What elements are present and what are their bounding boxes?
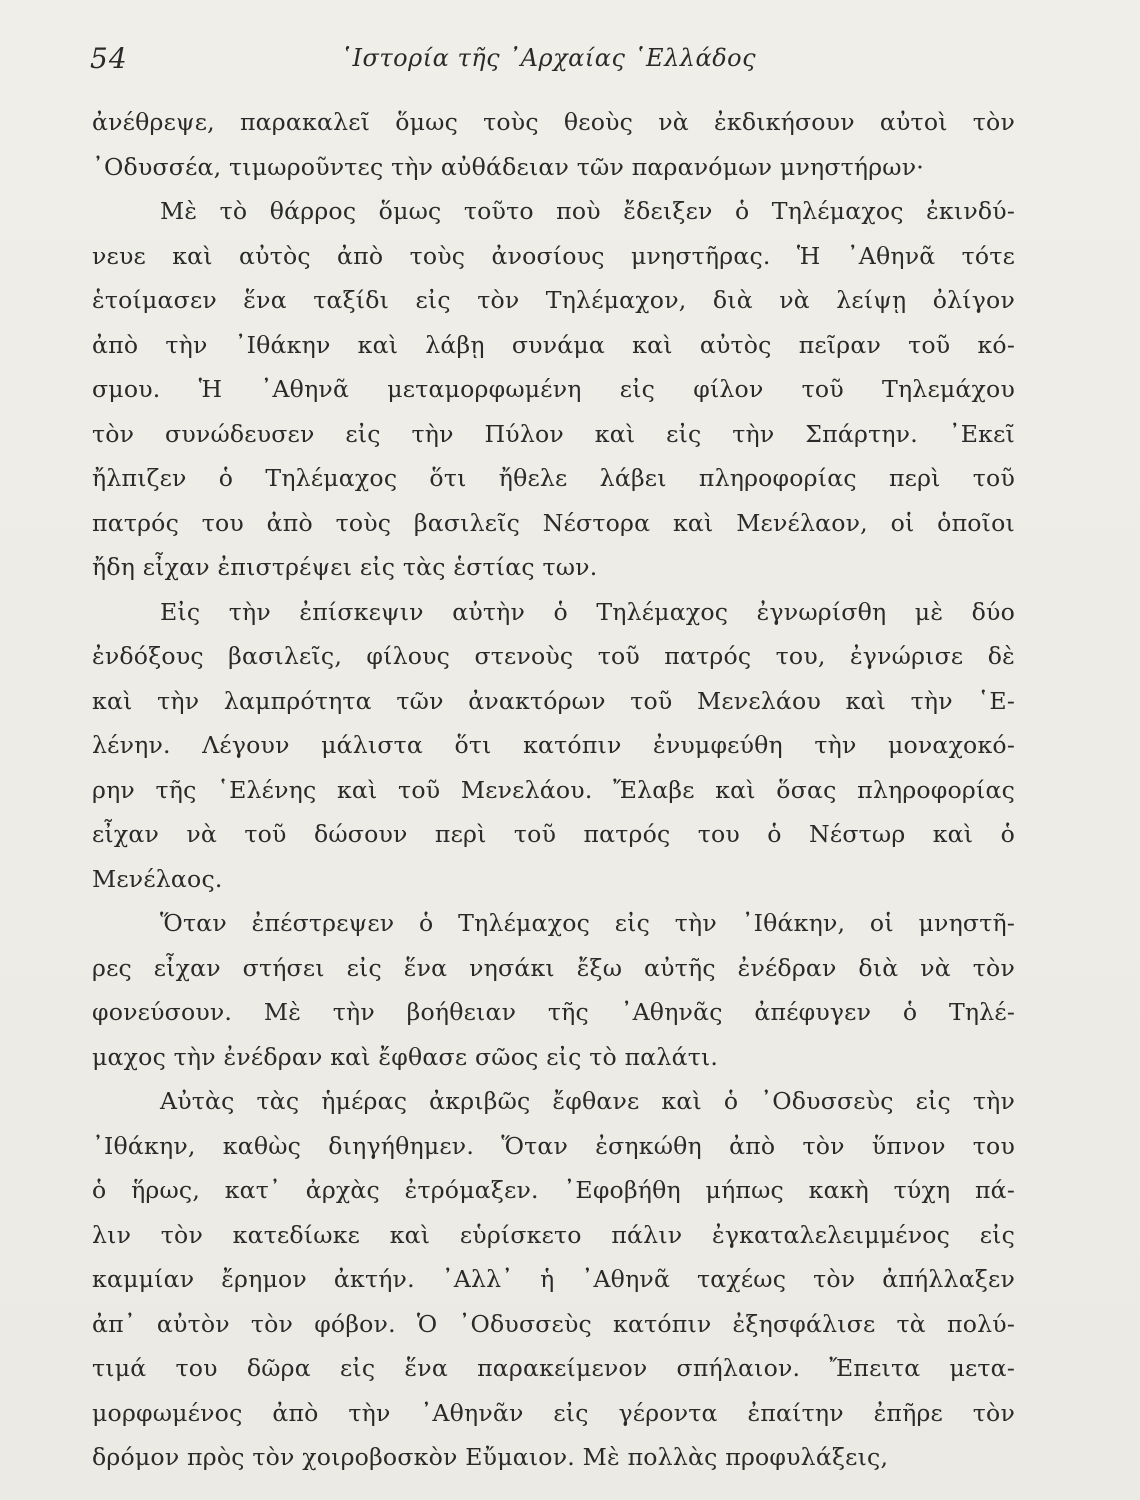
text-line: ᾿Ιθάκην, καθὼς διηγήθημεν. Ὅταν ἐσηκώθη ἀπὸ τὸν ὕπνον του bbox=[92, 1131, 1015, 1160]
paragraph-first-line: Εἰς τὴν ἐπίσκεψιν αὐτὴν ὁ Τηλέμαχος ἐγνωρίσθη μὲ δύο bbox=[160, 597, 1015, 626]
text-line: πατρός του ἀπὸ τοὺς βασιλεῖς Νέστορα καὶ Μενέλαον, οἱ ὁποῖοι bbox=[92, 508, 1015, 537]
text-line: ἀπὸ τὴν ᾿Ιθάκην καὶ λάβῃ συνάμα καὶ αὐτὸς πεῖραν τοῦ κό- bbox=[92, 330, 1015, 359]
text-line: εἶχαν νὰ τοῦ δώσουν περὶ τοῦ πατρός του ὁ Νέστωρ καὶ ὁ bbox=[92, 820, 1015, 848]
text-line: Μενέλαος. bbox=[92, 864, 223, 893]
text-line: καμμίαν ἔρημον ἀκτήν. ᾿Αλλ᾿ ἡ ᾿Αθηνᾶ ταχέως τὸν ἀπήλλαξεν bbox=[92, 1265, 1015, 1293]
text-line: ὁ ἥρως, κατ᾿ ἀρχὰς ἐτρόμαξεν. ᾿Εφοβήθη μήπως κακὴ τύχη πά- bbox=[92, 1176, 1015, 1204]
paragraph-first-line: Μὲ τὸ θάρρος ὅμως τοῦτο ποὺ ἔδειξεν ὁ Τηλέμαχος ἐκινδύ- bbox=[160, 197, 1015, 225]
text-line: δρόμον πρὸς τὸν χοιροβοσκὸν Εὔμαιον. Μὲ πολλὰς προφυλάξεις, bbox=[92, 1443, 889, 1471]
text-line: ἀνέθρεψε, παρακαλεῖ ὅμως τοὺς θεοὺς νὰ ἐκδικήσουν αὐτοὶ τὸν bbox=[92, 108, 1015, 136]
text-line: ἐνδόξους βασιλεῖς, φίλους στενοὺς τοῦ πατρός του, ἐγνώρισε δὲ bbox=[92, 642, 1015, 670]
text-line: τιμά του δῶρα εἰς ἕνα παρακείμενον σπήλαιον. Ἔπειτα μετα- bbox=[92, 1354, 1015, 1382]
text-line: μορφωμένος ἀπὸ τὴν ᾿Αθηνᾶν εἰς γέροντα ἐπαίτην ἐπῆρε τὸν bbox=[92, 1398, 1015, 1427]
body-text bbox=[92, 100, 1015, 1480]
text-line: ρες εἶχαν στήσει εἰς ἕνα νησάκι ἔξω αὐτῆς ἐνέδραν διὰ νὰ τὸν bbox=[92, 953, 1015, 982]
text-line: καὶ τὴν λαμπρότητα τῶν ἀνακτόρων τοῦ Μενελάου καὶ τὴν ῾Ε- bbox=[92, 686, 1015, 715]
text-line: νευε καὶ αὐτὸς ἀπὸ τοὺς ἀνοσίους μνηστῆρας. Ἡ ᾿Αθηνᾶ τότε bbox=[92, 241, 1015, 270]
text-line: ρην τῆς ῾Ελένης καὶ τοῦ Μενελάου. Ἔλαβε καὶ ὅσας πληροφορίας bbox=[92, 775, 1015, 804]
paragraph-first-line: Ὅταν ἐπέστρεψεν ὁ Τηλέμαχος εἰς τὴν ᾿Ιθάκην, οἱ μνηστῆ- bbox=[160, 909, 1015, 937]
page-header bbox=[90, 42, 1010, 86]
text-line: τὸν συνώδευσεν εἰς τὴν Πύλον καὶ εἰς τὴν Σπάρτην. ᾿Εκεῖ bbox=[92, 419, 1015, 448]
text-line: μαχος τὴν ἐνέδραν καὶ ἔφθασε σῶος εἰς τὸ παλάτι. bbox=[92, 1042, 719, 1071]
text-line: ἤδη εἶχαν ἐπιστρέψει εἰς τὰς ἑστίας των. bbox=[92, 553, 598, 581]
text-line: σμου. Ἡ ᾿Αθηνᾶ μεταμορφωμένη εἰς φίλον τοῦ Τηλεμάχου bbox=[92, 375, 1015, 403]
running-title: ῾Ιστορία τῆς ᾿Αρχαίας ῾Ελλάδος bbox=[340, 44, 757, 72]
text-line: φονεύσουν. Μὲ τὴν βοήθειαν τῆς ᾿Αθηνᾶς ἀπέφυγεν ὁ Τηλέ- bbox=[92, 998, 1015, 1026]
page-number: 54 bbox=[90, 42, 128, 75]
paragraph-first-line: Αὐτὰς τὰς ἡμέρας ἀκριβῶς ἔφθανε καὶ ὁ ᾿Οδυσσεὺς εἰς τὴν bbox=[160, 1087, 1015, 1115]
text-line: ἤλπιζεν ὁ Τηλέμαχος ὅτι ἤθελε λάβει πληροφορίας περὶ τοῦ bbox=[92, 464, 1015, 492]
text-line: λένην. Λέγουν μάλιστα ὅτι κατόπιν ἐνυμφεύθη τὴν μοναχοκό- bbox=[92, 731, 1015, 759]
text-line: ἀπ᾿ αὐτὸν τὸν φόβον. Ὁ ᾿Οδυσσεὺς κατόπιν ἐξησφάλισε τὰ πολύ- bbox=[92, 1309, 1015, 1338]
text-line: ᾿Οδυσσέα, τιμωροῦντες τὴν αὐθάδειαν τῶν παρανόμων μνηστήρων· bbox=[92, 152, 924, 181]
text-line: λιν τὸν κατεδίωκε καὶ εὑρίσκετο πάλιν ἐγκαταλελειμμένος εἰς bbox=[92, 1220, 1015, 1249]
text-line: ἑτοίμασεν ἕνα ταξίδι εἰς τὸν Τηλέμαχον, διὰ νὰ λείψῃ ὀλίγον bbox=[92, 286, 1015, 314]
